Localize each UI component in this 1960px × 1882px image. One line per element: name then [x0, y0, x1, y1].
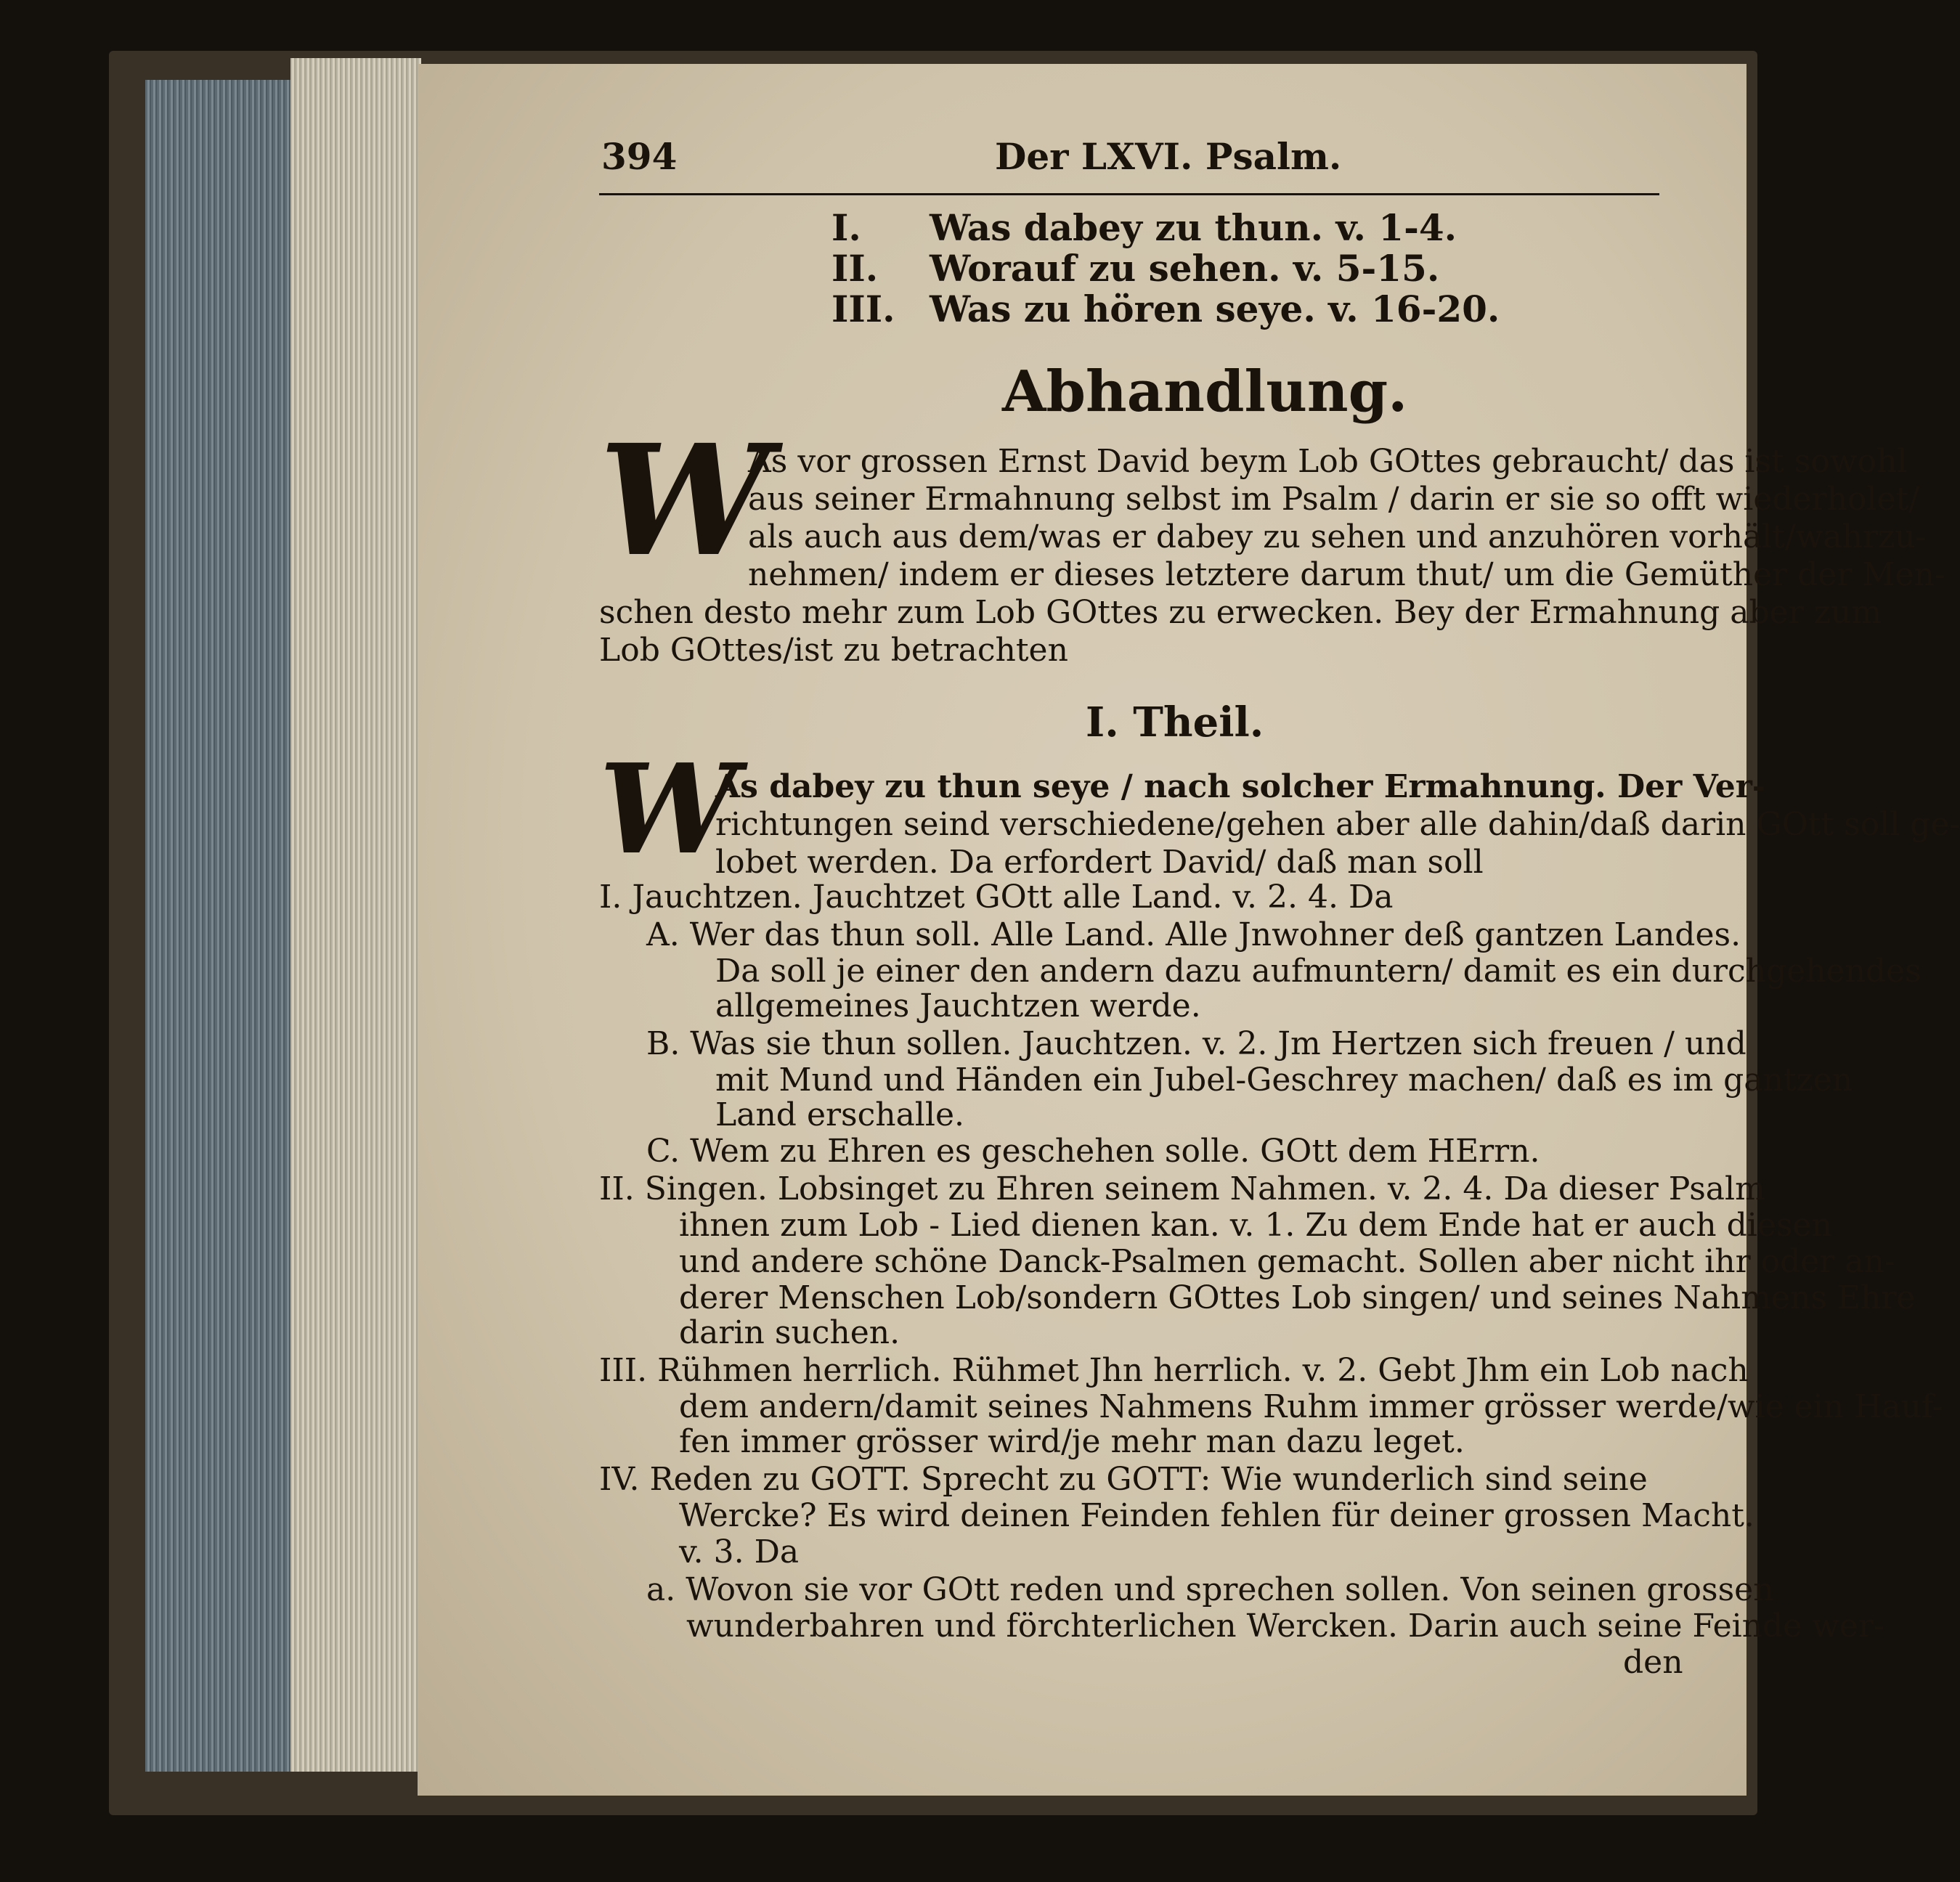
body-line: Da soll je einer den andern dazu aufmuntern/ damit es ein durchgehendes — [715, 953, 1922, 990]
outline-num: III. — [831, 288, 895, 330]
intro-line: als auch aus dem/was er dabey zu sehen und anzuhören vorhält/wahrzu- — [748, 518, 1927, 555]
body-line: darin suchen. — [679, 1314, 900, 1351]
body-line: mit Mund und Händen ein Jubel-Geschrey machen/ daß es im gantzen — [715, 1062, 1853, 1099]
body-line: und andere schöne Danck-Psalmen gemacht. Sollen aber nicht ihr oder an- — [679, 1243, 1895, 1280]
intro-line: nehmen/ indem er dieses letztere darum thut/ um die Gemüther der Men- — [748, 556, 1945, 593]
decorated-initial: W — [599, 737, 738, 882]
section-heading: I. Theil. — [1086, 698, 1264, 746]
section-intro-line: lobet werden. Da erfordert David/ daß man soll — [715, 844, 1484, 881]
main-heading: Abhandlung. — [1002, 359, 1408, 425]
body-line: a. Wovon sie vor GOtt reden und sprechen sollen. Von seinen grossen — [646, 1571, 1774, 1608]
intro-line: schen desto mehr zum Lob GOttes zu erwecken. Bey der Ermahnung aber zum — [599, 594, 1882, 631]
body-line: A. Wer das thun soll. Alle Land. Alle Jnwohner deß gantzen Landes. — [646, 916, 1741, 953]
section-intro-line: richtungen seind verschiedene/gehen aber alle dahin/daß darin GOtt soll ge- — [715, 806, 1960, 843]
running-title: Der LXVI. Psalm. — [995, 135, 1342, 178]
body-line: C. Wem zu Ehren es geschehen solle. GOtt dem HErrn. — [646, 1133, 1540, 1170]
body-line: v. 3. Da — [679, 1533, 800, 1571]
body-line: II. Singen. Lobsinget zu Ehren seinem Nahmen. v. 2. 4. Da dieser Psalm — [599, 1170, 1765, 1207]
body-line: Wercke? Es wird deinen Feinden fehlen für deiner grossen Macht. — [679, 1497, 1754, 1534]
body-line: ihnen zum Lob - Lied dienen kan. v. 1. Zu dem Ende hat er auch diesen — [679, 1207, 1832, 1244]
body-line: B. Was sie thun sollen. Jauchtzen. v. 2. Jm Hertzen sich freuen / und — [646, 1025, 1746, 1062]
intro-line: As vor grossen Ernst David beym Lob GOttes gebraucht/ das ist sowohl — [748, 443, 1908, 480]
page-number: 394 — [601, 135, 678, 178]
body-line: den — [1623, 1644, 1683, 1681]
body-line: Land erschalle. — [715, 1096, 964, 1133]
outline-text: Was zu hören seye. v. 16-20. — [930, 288, 1500, 330]
outline-text: Was dabey zu thun. v. 1-4. — [930, 206, 1457, 249]
outline-num: II. — [831, 247, 879, 290]
page-stack — [290, 58, 421, 1772]
header-rule — [599, 193, 1659, 195]
body-line: fen immer grösser wird/je mehr man dazu leget. — [679, 1423, 1465, 1460]
body-line: allgemeines Jauchtzen werde. — [715, 987, 1201, 1024]
intro-line: Lob GOttes/ist zu betrachten — [599, 632, 1068, 669]
body-line: I. Jauchtzen. Jauchtzet GOtt alle Land. v. 2. 4. Da — [599, 879, 1394, 916]
intro-line: aus seiner Ermahnung selbst im Psalm / darin er sie so offt wiederholet/ — [748, 481, 1920, 518]
outline-text: Worauf zu sehen. v. 5-15. — [930, 247, 1440, 290]
outline-num: I. — [831, 206, 861, 249]
body-line: wunderbahren und förchterlichen Wercken. Darin auch seine Feinde wer- — [686, 1608, 1884, 1645]
body-line: IV. Reden zu GOTT. Sprecht zu GOTT: Wie wunderlich sind seine — [599, 1461, 1648, 1498]
section-intro-line: As dabey zu thun seye / nach solcher Ermahnung. Der Ver- — [715, 768, 1766, 805]
decorated-initial: W — [599, 411, 770, 590]
body-line: III. Rühmen herrlich. Rühmet Jhn herrlich. v. 2. Gebt Jhm ein Lob nach — [599, 1352, 1749, 1389]
body-line: derer Menschen Lob/sondern GOttes Lob singen/ und seines Nahmens Ehre — [679, 1279, 1916, 1316]
body-line: dem andern/damit seines Nahmens Ruhm immer grösser werde/wie ein Hauf- — [679, 1388, 1943, 1425]
